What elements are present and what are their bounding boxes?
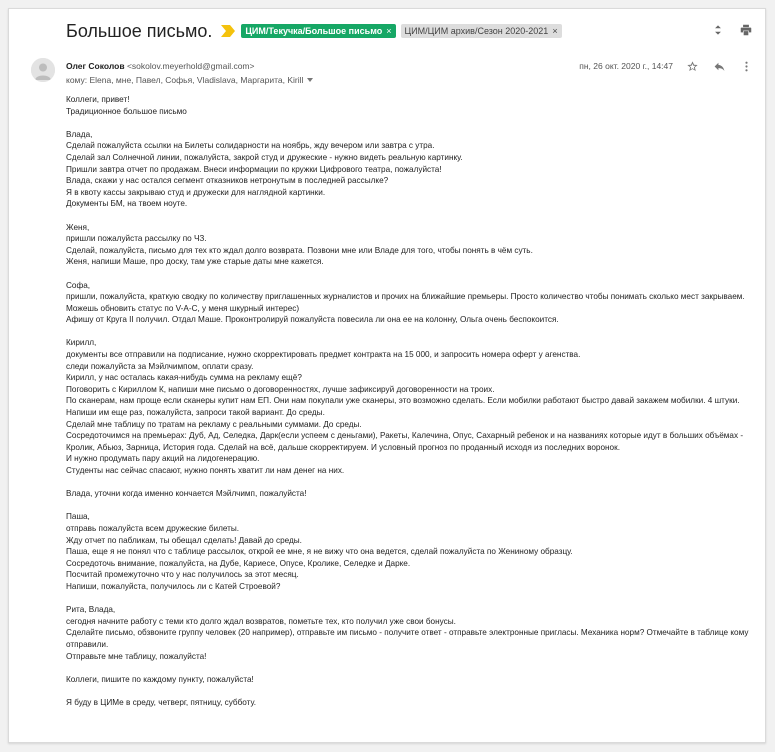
sender-name[interactable]: Олег Соколов bbox=[66, 61, 125, 71]
body-line: Пришли завтра отчет по продажам. Внеси информации по кружки Цифрового театра, пожалуйста! bbox=[66, 164, 442, 174]
body-line: И нужно продумать пару акций на лидогенерацию. bbox=[66, 454, 260, 464]
body-line: Паша, еще я не понял что с таблице рассылок, открой ее мне, я не вижу что она ведется, сделай пожалуйста по Жениному образцу. bbox=[66, 547, 573, 557]
body-paragraph bbox=[66, 129, 756, 210]
reply-icon[interactable] bbox=[713, 60, 726, 73]
print-icon[interactable] bbox=[739, 23, 753, 37]
body-line: Кирилл, bbox=[66, 338, 97, 348]
sender-name-line bbox=[66, 61, 254, 71]
body-line: Отправьте мне таблицу, пожалуйста! bbox=[66, 651, 207, 661]
sender-email: <sokolov.meyerhold@gmail.com> bbox=[126, 61, 255, 71]
label-tekuchka-remove-icon[interactable]: × bbox=[386, 25, 392, 36]
body-line: Кирилл, у нас осталась какая-нибудь сумма на рекламу ещё? bbox=[66, 373, 302, 383]
more-icon[interactable] bbox=[740, 60, 753, 73]
body-line: пришли, пожалуйста, краткую сводку по количеству приглашенных журналистов и прочих на ближайшие премьеры. Просто количество чтобы понимать сколько мест закрываем. bbox=[66, 292, 745, 302]
body-line: Софа, bbox=[66, 280, 91, 290]
body-line: Женя, напиши Маше, про доску, там уже старые даты мне кажется. bbox=[66, 257, 324, 267]
label-archive-text: ЦИМ/ЦИМ архив/Сезон 2020-2021 bbox=[404, 25, 549, 36]
body-line: Жду отчет по пабликам, ты обещал сделать! Давай до среды. bbox=[66, 535, 302, 545]
body-line: Поговорить с Кириллом К, напиши мне письмо о договоренностях, лучше зафиксируй договоренности на троих. bbox=[66, 384, 495, 394]
body-line: Сосредоточимся на премьерах: Дуб, Ад, Селедка, Дарк(если успеем с деньгами), Ракеты, Калечина, Опус, Сахарный ребенок и на названиях которые идут в больших объёмах - bbox=[66, 431, 744, 441]
body-line: пришли пожалуйста рассылку по ЧЗ. bbox=[66, 234, 207, 244]
body-paragraph bbox=[66, 337, 756, 476]
body-line: Я в квоту кассы закрываю студ и дружески для наглядной картинки. bbox=[66, 187, 326, 197]
body-line: Сделай мне таблицу по тратам на рекламу с реальными суммами. До среды. bbox=[66, 419, 362, 429]
body-line: Сделай пожалуйста ссылки на Билеты солидарности на ноябрь, жду вечером или завтра с утра. bbox=[66, 141, 435, 151]
recipients: кому: Elena, мне, Павел, Софья, Vladislava, Маргарита, Kirill bbox=[66, 75, 304, 85]
sender-row bbox=[31, 58, 753, 92]
body-line: Кролик, Абьюз, Зарница, История года. Сделай на всё, дальше скорректируем. И условный прогноз по проданный исходя из последних воронок. bbox=[66, 442, 620, 452]
body-paragraph bbox=[66, 94, 756, 117]
email-subject: Большое письмо. bbox=[66, 20, 213, 41]
body-line: Коллеги, пишите по каждому пункту, пожалуйста! bbox=[66, 674, 254, 684]
email-card bbox=[8, 8, 766, 743]
email-body bbox=[66, 94, 756, 720]
email-date: пн, 26 окт. 2020 г., 14:47 bbox=[579, 61, 673, 71]
label-tekuchka[interactable] bbox=[241, 24, 395, 38]
body-paragraph bbox=[66, 674, 756, 686]
body-line: Сосредоточь внимание, пожалуйста, на Дубе, Кариесе, Опусе, Кролике, Селедке и Дарке. bbox=[66, 558, 411, 568]
avatar[interactable] bbox=[31, 58, 55, 82]
body-paragraph bbox=[66, 488, 756, 500]
body-line: Сделай, пожалуйста, письмо для тех кто ждал долго возврата. Позвони мне или Владе для того, чтобы понять в чём суть. bbox=[66, 245, 533, 255]
body-line: отправь пожалуйста всем дружеские билеты. bbox=[66, 523, 240, 533]
label-archive[interactable] bbox=[401, 24, 562, 38]
body-line: Паша, bbox=[66, 512, 90, 522]
body-paragraph bbox=[66, 511, 756, 592]
body-line: документы все отправили на подписание, нужно скорректировать предмет контракта на 15 000, и запросить номера оферт у агенства. bbox=[66, 350, 581, 360]
body-line: Посчитай промежуточно что у нас получилось за этот месяц. bbox=[66, 570, 299, 580]
body-line: По сканерам, нам проще если сканеры купит нам ЕП. Они нам покупали уже сканеры, это возможно сделать. Если мобилки работают быстро давай закажем мобилки. 4 штуки. bbox=[66, 396, 740, 406]
important-marker-icon[interactable] bbox=[221, 25, 235, 37]
avatar-person-icon bbox=[31, 58, 55, 82]
body-paragraph bbox=[66, 604, 756, 662]
body-line: Сделайте письмо, обзвоните группу человек (20 например), отправьте им письмо - получите ответ - отправьте электронные пригласы. Механика норм? Отмечайте в таблице кому bbox=[66, 628, 749, 638]
body-paragraph bbox=[66, 222, 756, 268]
body-line: Сделай зал Солнечной линии, пожалуйста, закрой студ и дружеские - нужно видеть реальную картинку. bbox=[66, 152, 463, 162]
sender-actions bbox=[686, 60, 753, 73]
body-line: Напиши, пожалуйста, получилось ли с Катей Строевой? bbox=[66, 581, 281, 591]
chevron-down-icon[interactable] bbox=[307, 78, 313, 82]
body-line: Рита, Влада, bbox=[66, 605, 116, 615]
body-line: Влада, скажи у нас остался сегмент отказников нетронутым в последней рассылке? bbox=[66, 176, 389, 186]
unfold-icon[interactable] bbox=[711, 23, 725, 37]
body-line: Напиши им еще раз, пожалуйста, запроси такой вариант. До среды. bbox=[66, 408, 325, 418]
body-line: Афишу от Круга II получил. Отдал Маше. Проконтролируй пожалуйста повесила ли она ее на колонну, Ольга очень беспокоится. bbox=[66, 315, 559, 325]
star-icon[interactable] bbox=[686, 60, 699, 73]
recipients-line[interactable] bbox=[66, 75, 313, 85]
top-actions bbox=[711, 23, 753, 37]
body-line: Традиционное большое письмо bbox=[66, 106, 187, 116]
body-line: следи пожалуйста за Мэйлчимпом, оплати сразу. bbox=[66, 361, 254, 371]
body-line: Женя, bbox=[66, 222, 90, 232]
body-line: Коллеги, привет! bbox=[66, 95, 130, 104]
body-line: Можешь обновить статус по V-A-C, у меня шкурный интерес) bbox=[66, 303, 300, 313]
subject-row bbox=[66, 21, 567, 41]
body-line: Влада, bbox=[66, 129, 93, 139]
body-line: отправили. bbox=[66, 639, 109, 649]
body-line: Влада, уточни когда именно кончается Мэйлчимп, пожалуйста! bbox=[66, 489, 307, 499]
body-line: Документы БМ, на твоем ноуте. bbox=[66, 199, 188, 209]
body-paragraph bbox=[66, 697, 756, 709]
label-tekuchka-text: ЦИМ/Текучка/Большое письмо bbox=[245, 25, 383, 36]
body-line: Студенты нас сейчас спасают, нужно понять хватит ли нам денег на них. bbox=[66, 466, 345, 475]
body-paragraph bbox=[66, 280, 756, 326]
body-line: Я буду в ЦИМе в среду, четверг, пятницу, субботу. bbox=[66, 697, 257, 707]
label-archive-remove-icon[interactable]: × bbox=[552, 25, 558, 36]
body-line: сегодня начните работу с теми кто долго ждал возвратов, пометьте тех, кто получил уже свои бонусы. bbox=[66, 616, 456, 626]
